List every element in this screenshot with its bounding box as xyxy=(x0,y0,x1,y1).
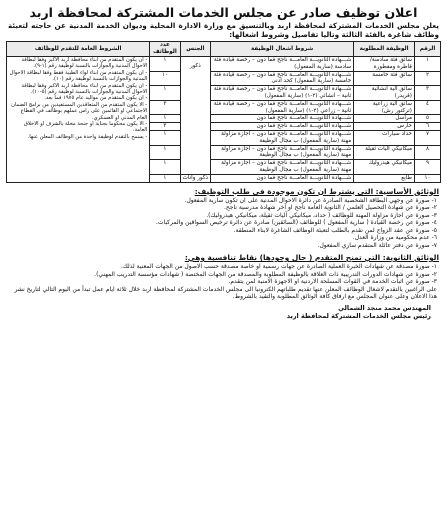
row-number: ٣ xyxy=(414,86,440,101)
row-count: ١ xyxy=(150,130,180,145)
row-job: سائق فئة خامسة xyxy=(354,71,415,86)
row-requirements: شـــهادة الثانويـــة العامـــة ناجح فما دون xyxy=(211,123,354,131)
row-requirements: شـــهادة الثانويـــة العامـــة ناجح فما دون – اجازة مزاولة مهنة (سارية المفعول) ب مجال الوظيفة xyxy=(211,130,354,145)
jobs-table xyxy=(6,41,441,182)
secondary-documents-list xyxy=(10,263,437,301)
row-count: ١ xyxy=(150,115,180,123)
list-item: ٦- عدم محكومية من وزارة العدل. xyxy=(352,234,437,242)
header-gender: الجنس xyxy=(180,42,210,57)
row-requirements: شـــهادة الثانويـــة العامـــة ناجح فما دون – اجازة مزاولة مهنة (سارية المفعول) ب مجال الوظيفة xyxy=(211,160,354,175)
header-general-conditions: الشروط العامة للتقدم للوظائف xyxy=(7,42,150,57)
jobs-table-header-row xyxy=(7,42,441,57)
row-number: ٦ xyxy=(414,123,440,131)
row-count: ١ xyxy=(150,145,180,160)
condition-item: - ان يكون المتقدم من ابناء لواء الطيبة فقط وفقا لبطاقة الاحوال المدنية والجوازات بالنسبة لوظيفة رقم (١٠). xyxy=(9,69,148,83)
row-job: ميكانيكي هيدروليك xyxy=(354,160,415,175)
row-number: ٩ xyxy=(414,160,440,175)
row-requirements: شـــهادة الثانويـــة العامـــة ناجح فما دون – رخصة قيادة فئة سادسة (سارية المفعول) xyxy=(211,57,354,72)
basic-documents-list xyxy=(10,197,437,250)
list-item: ٣- صورة عن اجازة مزاولة المهنة للوظائف ( حداد، ميكانيكي آليات ثقيلة، ميكانيكي هيدروليك). xyxy=(206,211,437,219)
row-job: مراسل xyxy=(354,115,415,123)
row-number: ٤ xyxy=(414,100,440,115)
list-item: ٥- صورة عن عقد الزواج لمن تقدم بالطلب لتعبئة الوظائف الشاغرة لابناء المنطقة. xyxy=(233,226,437,234)
header-job: الوظيفة المطلوبة xyxy=(354,42,415,57)
condition-item: - ان يكون المتقدم من ابناء محافظة اربد الاكبر وفقا لبطاقة الاحوال المدنية والجوازات بالنسبة لوظيفة رقم (١-٩). xyxy=(21,57,148,70)
row-count: ١ xyxy=(150,174,180,182)
page-title: اعلان توظيف صادر عن مجلس الخدمات المشتركة لمحافظة اربد xyxy=(29,5,418,20)
header-requirements: شروط اشغال الوظيفة xyxy=(211,42,354,57)
signature-block xyxy=(6,304,431,320)
row-job: حداد سيارات xyxy=(354,130,415,145)
row-requirements: شـــهادة الثانويـــة العامـــة ناجح فما دون – رخصة قيادة فئة ثانية – زراعي (٢-١) (سارية المفعول) xyxy=(211,100,354,115)
row-job: سائق آلية زراعية (تركتور رش) xyxy=(354,100,415,115)
row-count: ٣ xyxy=(150,100,180,115)
condition-item: - الا يكون المتقدم من المتعاقدين المستفيدين من برامج الضمان الاجتماعي او القائمين على راس عملهم بوظائف في القطاع العام المدني او العسكري. xyxy=(11,101,148,121)
basic-documents-title: الوثائق الأساسية: التي يشترط ان تكون موجودة في طلب التوظيف: xyxy=(194,186,439,196)
row-count: ١ xyxy=(150,86,180,101)
condition-item: - ان يكون المتقدم من مواليد عام ١٩٧٥ فما بعد. xyxy=(44,95,148,102)
row-requirements: شـــهادة الثانويـــة العامـــة ناجح فما دون xyxy=(211,115,354,123)
row-job: سائق آلية انشائية (قريدر) xyxy=(354,86,415,101)
table-row xyxy=(7,57,441,72)
list-item: ١- صورة مصدقة عن شهادات الخبرة العملية الصادرة عن جهات رسمية او خاصة مصدقة حسب الاصول من الجهات المعنية لذلك. xyxy=(120,263,437,271)
gender-cell-male: ذكور xyxy=(180,57,210,175)
row-requirements: شـــهادة الثانويـــة العامـــة ناجح فما دون – رخصة قيادة فئة ثانية – انشائي (٢-١) (سارية المفعول) xyxy=(211,86,354,101)
row-job: ميكانيكي آليات ثقيلة xyxy=(354,145,415,160)
row-requirements: شـــهادة الثانويـــة العامـــة ناجح فما دون – رخصة قيادة فئة خامسة (سارية المفعول) كحد ادنى xyxy=(211,71,354,86)
signatory-name: المهندس محمد منجد الشمالي xyxy=(338,303,431,312)
header-number: الرقم xyxy=(414,42,440,57)
row-job: حارس xyxy=(354,123,415,131)
row-number: ٧ xyxy=(414,130,440,145)
application-note: على الراغبين بالتقدم لاشغال الوظائف المعلن عنها تقديم طلباتهم الكترونيا الى مجلس الخدمات المشتركة لمحافظة اربد خلال ثلاثة ايام عمل تبدأ من اليوم التالي لتاريخ نشر هذا الاعلان وعلى عنوان المجلس مع ارفاق كافة الوثائق المطلوبة والتقيد بالشروط. xyxy=(14,285,437,301)
list-item: ٣- صورة عن اثبات الخدمة في القوات المسلحة الاردنية او الاجهزة الامنية لمن يتقدم. xyxy=(228,278,437,286)
row-requirements: شـــهادة الثانويـــة العامـــة ناجح فما دون – اجازة مزاولة مهنة (سارية المفعول) ب مجال الوظيفة xyxy=(211,145,354,160)
gender-cell-both: ذكور واناث xyxy=(180,174,210,182)
list-item: ٧- صورة عن دفتر عائلة المتقدم ساري المفعول. xyxy=(317,241,437,249)
row-count: ١ xyxy=(150,160,180,175)
row-number: ١ xyxy=(414,57,440,72)
secondary-documents-title: الوثائق الثانوية: التي تمنح المتقدم ( حال وجودها) نقاط تنافسية وهي: xyxy=(184,253,439,263)
row-count: ١ xyxy=(150,57,180,72)
list-item: ٢- صورة عن شهادة التحصيل العلمي / الثانوية العامة ناجح او اخر شهادة مدرسية ناجح. xyxy=(223,204,437,212)
row-count: ٣ xyxy=(150,123,180,131)
row-number: ١٠ xyxy=(414,174,440,182)
condition-item: - يسمح بالتقدم لوظيفة واحدة من الوظائف المعلن عنها. xyxy=(27,133,148,140)
condition-item: - الا يكون محكوما بجناية او جنحة مخلة بالشرف او الاخلاق العامة. xyxy=(23,121,148,134)
general-conditions-cell xyxy=(7,57,150,183)
row-number: ٥ xyxy=(414,115,440,123)
header-count: عدد الوظائف xyxy=(150,42,180,57)
intro-paragraph: يعلن مجلس الخدمات المشتركة لمحافظة اربد وبالتنسيق مع وزارة الادارة المحلية وديوان الخدمة المدنية عن حاجته لتعبئة وظائف شاغرة بالفئة الثالثة وتاليا تفاصيل وشروط اشغالها: xyxy=(8,21,439,40)
row-count: ١٠ xyxy=(150,71,180,86)
row-number: ٨ xyxy=(414,145,440,160)
list-item: ٢- صورة عن شهادات الدورات التدريبية ذات العلاقة بالوظيفة المطلوبة والمصدقة من الجهات المختصة ( شهادات مؤسسة التدريب المهني). xyxy=(94,270,437,278)
list-item: ١- صورة عن وجهي البطاقة الشخصية الصادرة عن دائرة الاحوال المدنية على ان تكون سارية المفعول. xyxy=(184,196,437,204)
row-job: طابع xyxy=(354,174,415,182)
row-requirements: شـــهادة الثانويـــة العامـــة ناجح فما دون xyxy=(211,174,354,182)
row-number: ٢ xyxy=(414,71,440,86)
condition-item: - ان يكون المتقدم من ابناء محافظة اربد الاكبر وفقا لبطاقة الاحوال المدنية والجوازات بالنسبة لوظيفة رقم (٥-١٠). xyxy=(21,82,148,96)
signatory-role: رئيس مجلس الخدمات المشتركة لمحافظة اربد xyxy=(286,311,431,320)
row-job: سائق فئة سادسة/ قاطرة ومقطورة xyxy=(354,57,415,72)
list-item: ٤- صورة عن رخصة القيادة ( سارية المفعول ) للوظائف (السائقين) صادرة عن دائرة ترخيص السواقين والمركبات. xyxy=(155,219,437,227)
